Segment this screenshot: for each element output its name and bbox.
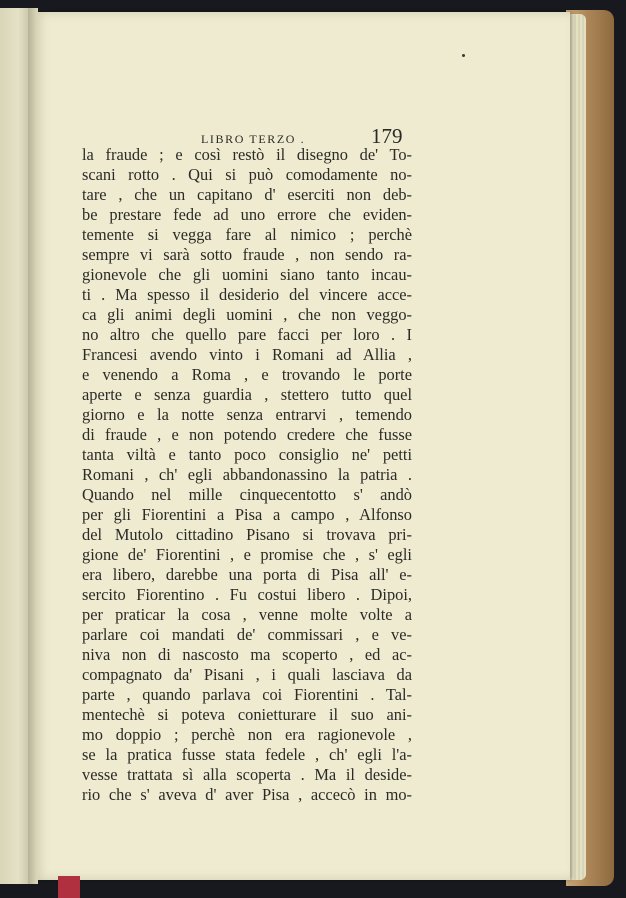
text-line: giorno e la notte senza entrarvi , temendo bbox=[82, 405, 412, 424]
text-line: tanta viltà e tanto poco consiglio ne' petti bbox=[82, 445, 412, 464]
text-line: ca gli animi degli uomini , che non veggo- bbox=[82, 305, 412, 324]
text-line: be prestare fede ad uno errore che eviden- bbox=[82, 205, 412, 224]
text-line: aperte e senza guardia , stettero tutto quel bbox=[82, 385, 412, 404]
text-line: parte , quando parlava coi Fiorentini . Tal- bbox=[82, 685, 412, 704]
bookmark-ribbon bbox=[58, 876, 80, 898]
text-line: tare , che un capitano d' eserciti non deb- bbox=[82, 185, 412, 204]
text-line: parlare coi mandati de' commissari , e ve- bbox=[82, 625, 412, 644]
text-line: e venendo a Roma , e trovando le porte bbox=[82, 365, 412, 384]
text-line: niva non di nascosto ma scoperto , ed ac- bbox=[82, 645, 412, 664]
text-line: scani rotto . Qui si può comodamente no- bbox=[82, 165, 412, 184]
text-line: sempre vi sarà sotto fraude , non sendo ra- bbox=[82, 245, 412, 264]
text-line: mentechè si poteva conietturare il suo ani- bbox=[82, 705, 412, 724]
text-line: gionevole che gli uomini siano tanto incau- bbox=[82, 265, 412, 284]
page-number: 179 bbox=[371, 124, 403, 148]
text-line: mo doppio ; perchè non era ragionevole , bbox=[82, 725, 412, 744]
text-line: Quando nel mille cinquecentotto s' andò bbox=[82, 485, 412, 504]
text-line: per gli Fiorentini a Pisa a campo , Alfonso bbox=[82, 505, 412, 524]
text-line: rio che s' aveva d' aver Pisa , accecò in mo- bbox=[82, 785, 412, 804]
paper-speck bbox=[462, 54, 465, 57]
text-line: di fraude , e non potendo credere che fusse bbox=[82, 425, 412, 444]
text-line: vesse trattata sì alla scoperta . Ma il deside- bbox=[82, 765, 412, 784]
text-line: era libero, darebbe una porta di Pisa all' e- bbox=[82, 565, 412, 584]
text-line: la fraude ; e così restò il disegno de' To- bbox=[82, 145, 412, 164]
text-line: temente si vegga fare al nimico ; perchè bbox=[82, 225, 412, 244]
text-line: se la pratica fusse stata fedele , ch' egli l'a- bbox=[82, 745, 412, 764]
text-line: ti . Ma spesso il desiderio del vincere acce- bbox=[82, 285, 412, 304]
text-line: gione de' Fiorentini , e promise che , s' egli bbox=[82, 545, 412, 564]
text-line: no altro che quello pare facci per loro . I bbox=[82, 325, 412, 344]
text-line: sercito Fiorentino . Fu costui libero . Dipoi, bbox=[82, 585, 412, 604]
text-line: compagnato da' Pisani , i quali lasciava da bbox=[82, 665, 412, 684]
text-line: del Mutolo cittadino Pisano si trovava pri- bbox=[82, 525, 412, 544]
text-line: Romani , ch' egli abbandonassino la patria . bbox=[82, 465, 412, 484]
running-head-title: LIBRO TERZO . bbox=[201, 132, 306, 146]
facing-page-edge bbox=[0, 8, 31, 884]
text-line: per praticar la cosa , venne molte volte a bbox=[82, 605, 412, 624]
text-line: Francesi avendo vinto i Romani ad Allia , bbox=[82, 345, 412, 364]
body-text bbox=[82, 145, 412, 805]
